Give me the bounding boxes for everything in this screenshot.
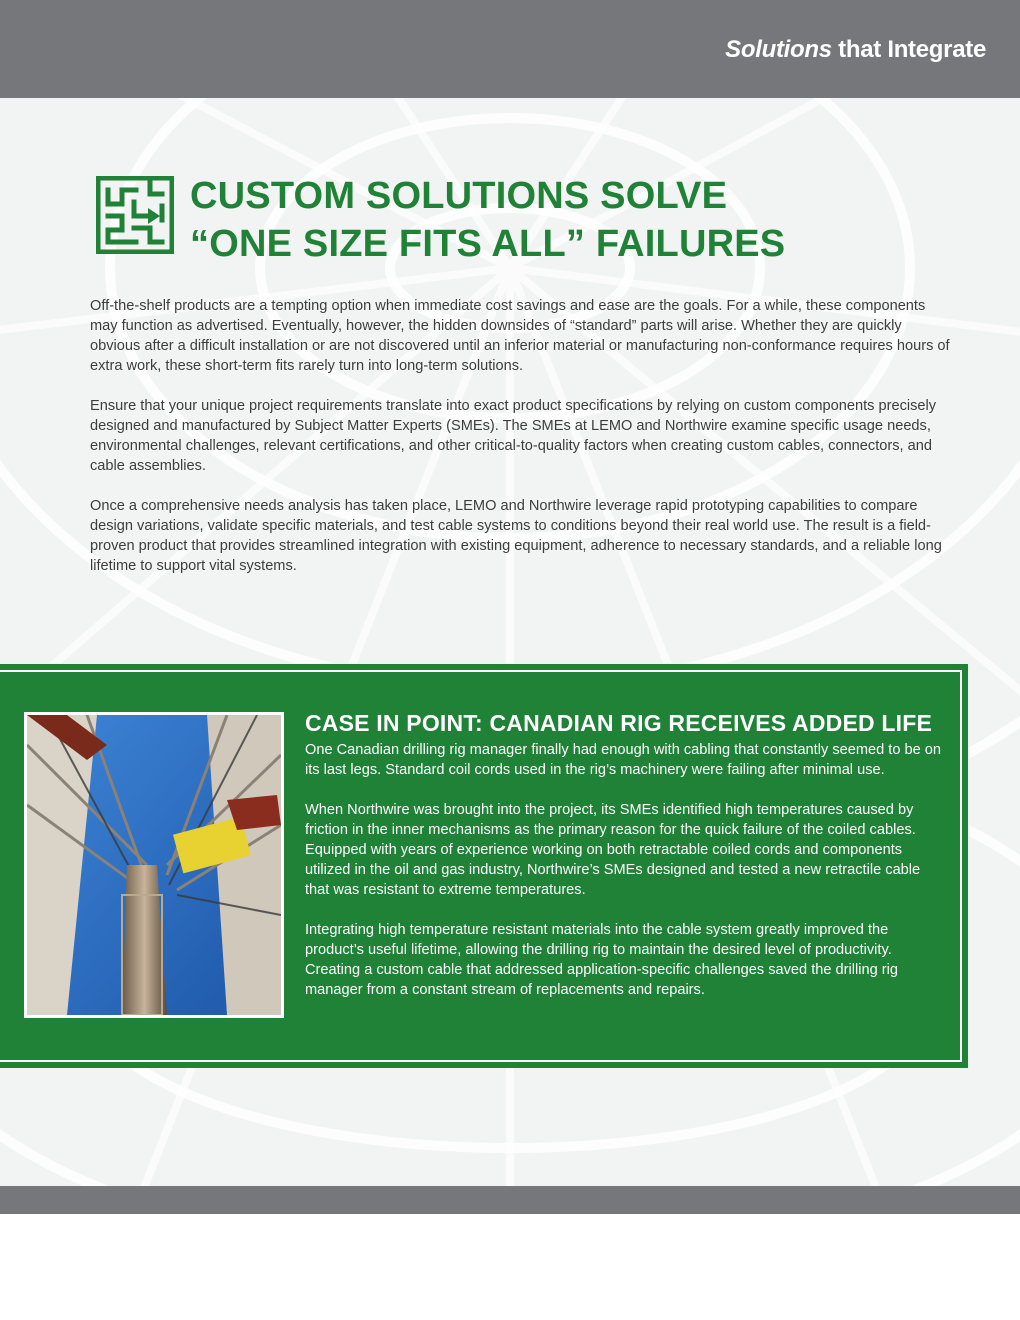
drilling-rig-photo — [24, 712, 284, 1018]
page-title-line1: CUSTOM SOLUTIONS SOLVE — [190, 175, 728, 217]
case-study-paragraph: When Northwire was brought into the project, its SMEs identified high temperatures caused by friction in the inner mechanisms as the primary reason for the quick failure of the coiled cables. Equipped with years of experience working on both retractable coiled cords and components utilized in the oil and gas industry, Northwire’s SMEs designed and tested a new retractile cable that was resistant to extreme temperatures. — [305, 802, 921, 898]
case-study-paragraph: One Canadian drilling rig manager finally had enough with cabling that constantly seemed to be on its last legs. Standard coil cords used in the rig’s machinery were failing after minimal use. — [305, 742, 942, 778]
case-study-paragraph: Integrating high temperature resistant materials into the cable system greatly improved the product’s useful lifetime, allowing the drilling rig to maintain the desired level of productivity. Creating a custom cable that addressed application-specific challenges saved the drilling rig manager from a constant stream of replacements and repairs. — [305, 922, 898, 998]
case-study-title: CASE IN POINT: CANADIAN RIG RECEIVES ADDED LIFE — [305, 710, 933, 736]
page-title — [190, 172, 950, 268]
maze-icon — [96, 176, 174, 254]
intro-paragraph: Once a comprehensive needs analysis has taken place, LEMO and Northwire leverage rapid prototyping capabilities to compare design variations, validate specific materials, and test cable systems to conditions beyond their real world use. The result is a field-proven product that provides streamlined integration with existing equipment, adherence to necessary standards, and a reliable long lifetime to support vital systems. — [90, 498, 942, 574]
case-study-text — [305, 708, 945, 1020]
footer-bar — [0, 1186, 1020, 1214]
intro-paragraph: Off-the-shelf products are a tempting option when immediate cost savings and ease are the goals. For a while, these components may function as advertised. Eventually, however, the hidden downsides of “standard” parts will arise. Whether they are quickly obvious after a difficult installation or are not discovered until an inferior material or manufacturing non-conformance requires hours of extra work, these short-term fits rarely turn into long-term solutions. — [90, 298, 950, 374]
intro-text — [90, 296, 950, 596]
tagline — [725, 36, 986, 64]
main-content — [0, 98, 1020, 1186]
case-study-box — [0, 664, 968, 1068]
intro-paragraph: Ensure that your unique project requirements translate into exact product specifications by relying on custom components precisely designed and manufactured by Subject Matter Experts (SMEs). The SMEs at LEMO and Northwire examine specific usage needs, environmental challenges, relevant certifications, and other critical-to-quality factors when creating custom cables, connectors, and cable assemblies. — [90, 398, 937, 474]
page-title-line2: “ONE SIZE FITS ALL” FAILURES — [190, 223, 786, 265]
tagline-rest: that Integrate — [838, 36, 986, 63]
section-heading — [96, 176, 956, 276]
header-bar — [0, 0, 1020, 98]
tagline-italic: Solutions — [725, 36, 832, 63]
